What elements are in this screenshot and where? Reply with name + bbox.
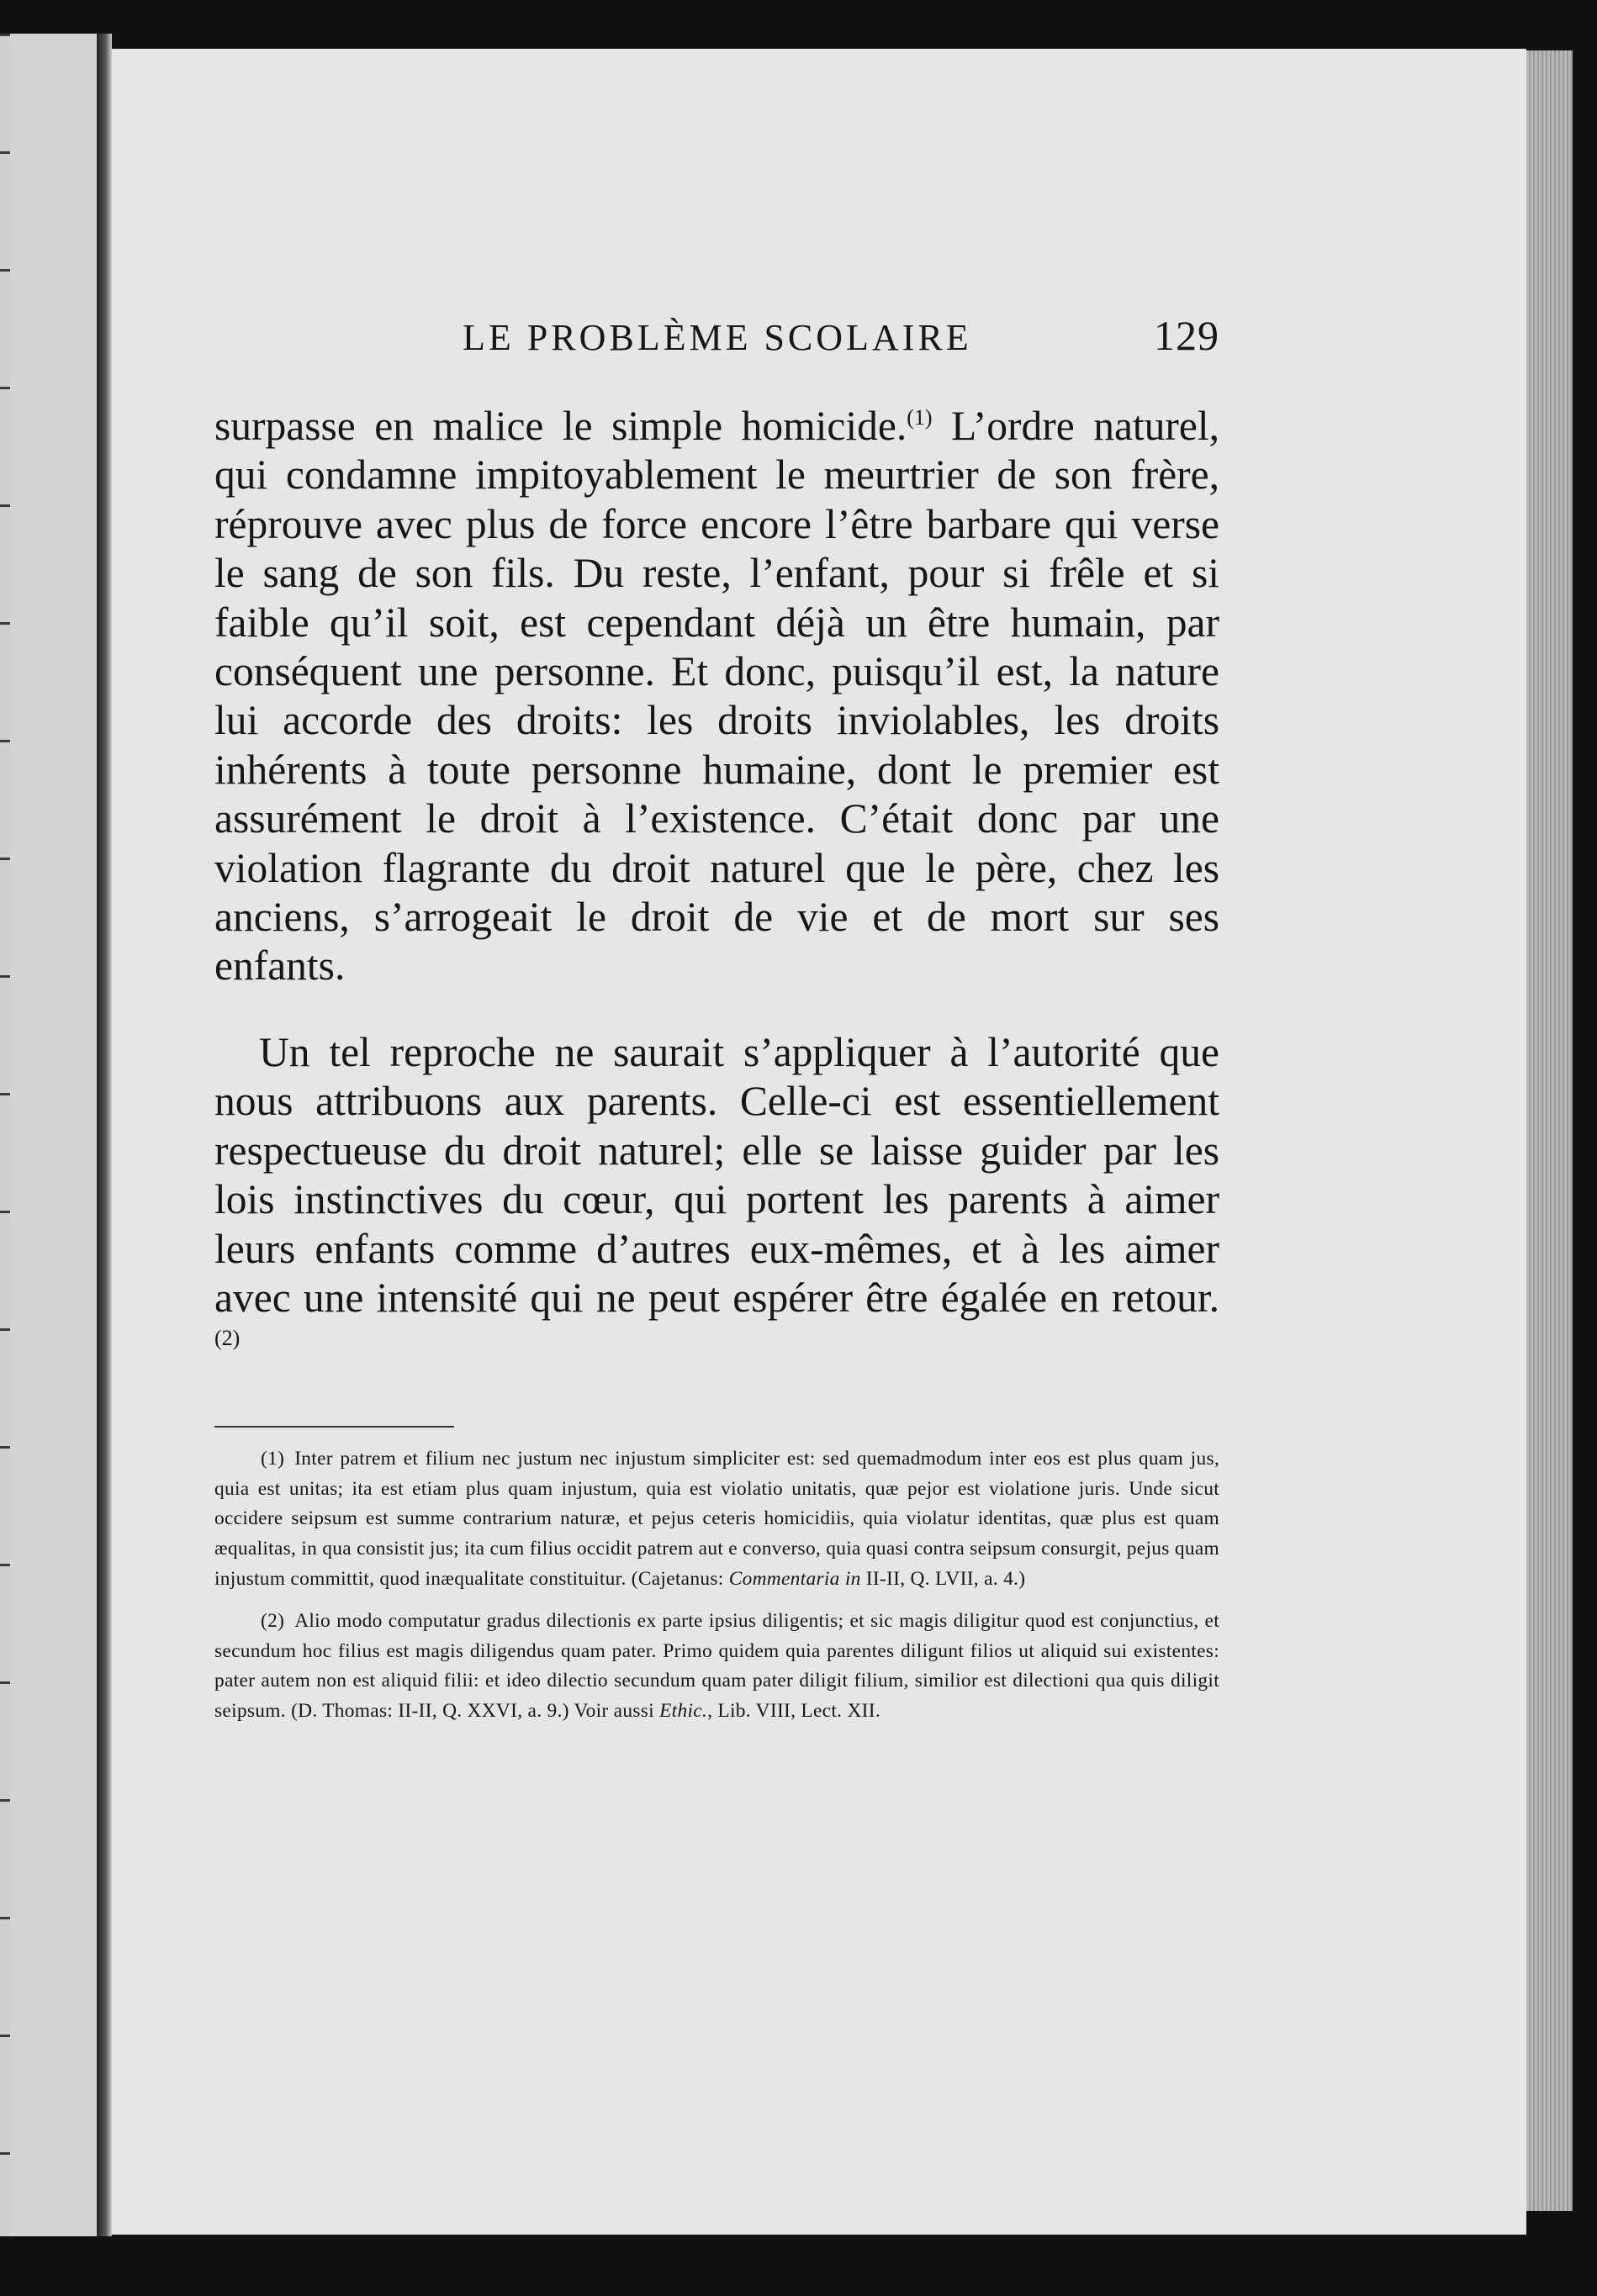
footnote-italic: Ethic. [659, 1700, 708, 1723]
page-number: 129 [1154, 312, 1219, 359]
footnote-ref-2[interactable]: (2) [214, 1326, 241, 1351]
facing-page-edge [0, 34, 97, 2236]
paragraph-text: L’ordre naturel, qui condamne impitoyablement le meurtrier de son frère, réprouve avec plus de force encore l’être barbare qui verse le sang de son fils. Du reste, l’enfant, pour si frêle et si faible qu’il soit, est cependant déjà un être humain, par conséquent une personne. Et donc, puisqu’il est, la nature lui accorde des droits: les droits inviolables, les droits inhérents à toute personne humaine, dont le premier est assurément le droit à l’existence. C’était donc par une violation flagrante du droit naturel que le père, chez les anciens, s’arrogeait le droit de vie et de mort sur ses enfants. [214, 403, 1219, 990]
footnote-text: Alio modo computatur gradus dilectionis ex parte ipsius diligentis; et sic magis diligitur quod est conjunctius, et secundum hoc filius est magis diligendus quam pater. Primo quidem quia parentes diligunt filios ut aliquid sui existentes: pater autem non est aliquid filii: et ideo dilectio secundum quam pater diligit filium, similior est dilectioni qua quis diligit seipsum. (D. Thomas: II-II, Q. XXVI, a. 9.) Voir aussi [214, 1609, 1219, 1723]
footnote-2 [214, 1607, 1219, 1727]
facing-page-fore-edge [0, 34, 10, 2236]
book-gutter [97, 34, 112, 2236]
body-paragraph-2 [214, 1028, 1219, 1372]
page-content [214, 311, 1219, 1727]
body-paragraph-1 [214, 402, 1219, 991]
paragraph-text: surpasse en malice le simple homicide. [214, 403, 907, 449]
footnote-text: , Lib. VIII, Lect. XII. [707, 1700, 880, 1723]
footnote-italic: Commentaria in [728, 1567, 861, 1590]
footnote-separator [214, 1426, 454, 1428]
footnote-1 [214, 1444, 1219, 1595]
running-title: LE PROBLÈME SCOLAIRE [463, 317, 972, 358]
running-head [214, 311, 1219, 360]
footnote-ref-1[interactable]: (1) [907, 405, 933, 430]
footnote-text: II-II, Q. LVII, a. 4.) [860, 1567, 1026, 1590]
footnote-label: (2) [261, 1609, 285, 1632]
page-stack-edge [1526, 50, 1573, 2211]
footnote-label: (1) [261, 1447, 285, 1470]
footnote-text: Inter patrem et filium nec justum nec injustum simpliciter est: sed quemadmodum inter eos est plus quam jus, quia est unitas; ita est etiam plus quam injustum, quia est violatio unitatis, quæ pejor est violatione juris. Unde sicut occidere seipsum est summe contrarium naturæ, et pejus ceteris homicidiis, quia violatur identitas, quæ plus est quam æqualitas, in qua consistit jus; ita cum filius occidit patrem aut e converso, quia quasi contra seipsum consurgit, pejus quam injustum committit, quod inæqualitate constituitur. (Cajetanus: [214, 1447, 1219, 1590]
paragraph-text: Un tel reproche ne saurait s’appliquer à l’autorité que nous attribuons aux parents. Celle-ci est essentiellement respectueuse du droit naturel; elle se laisse guider par les lois instinctives du cœur, qui portent les parents à aimer leurs enfants comme d’autres eux-mêmes, et à les aimer avec une intensité qui ne peut espérer être égalée en retour. [214, 1028, 1219, 1321]
